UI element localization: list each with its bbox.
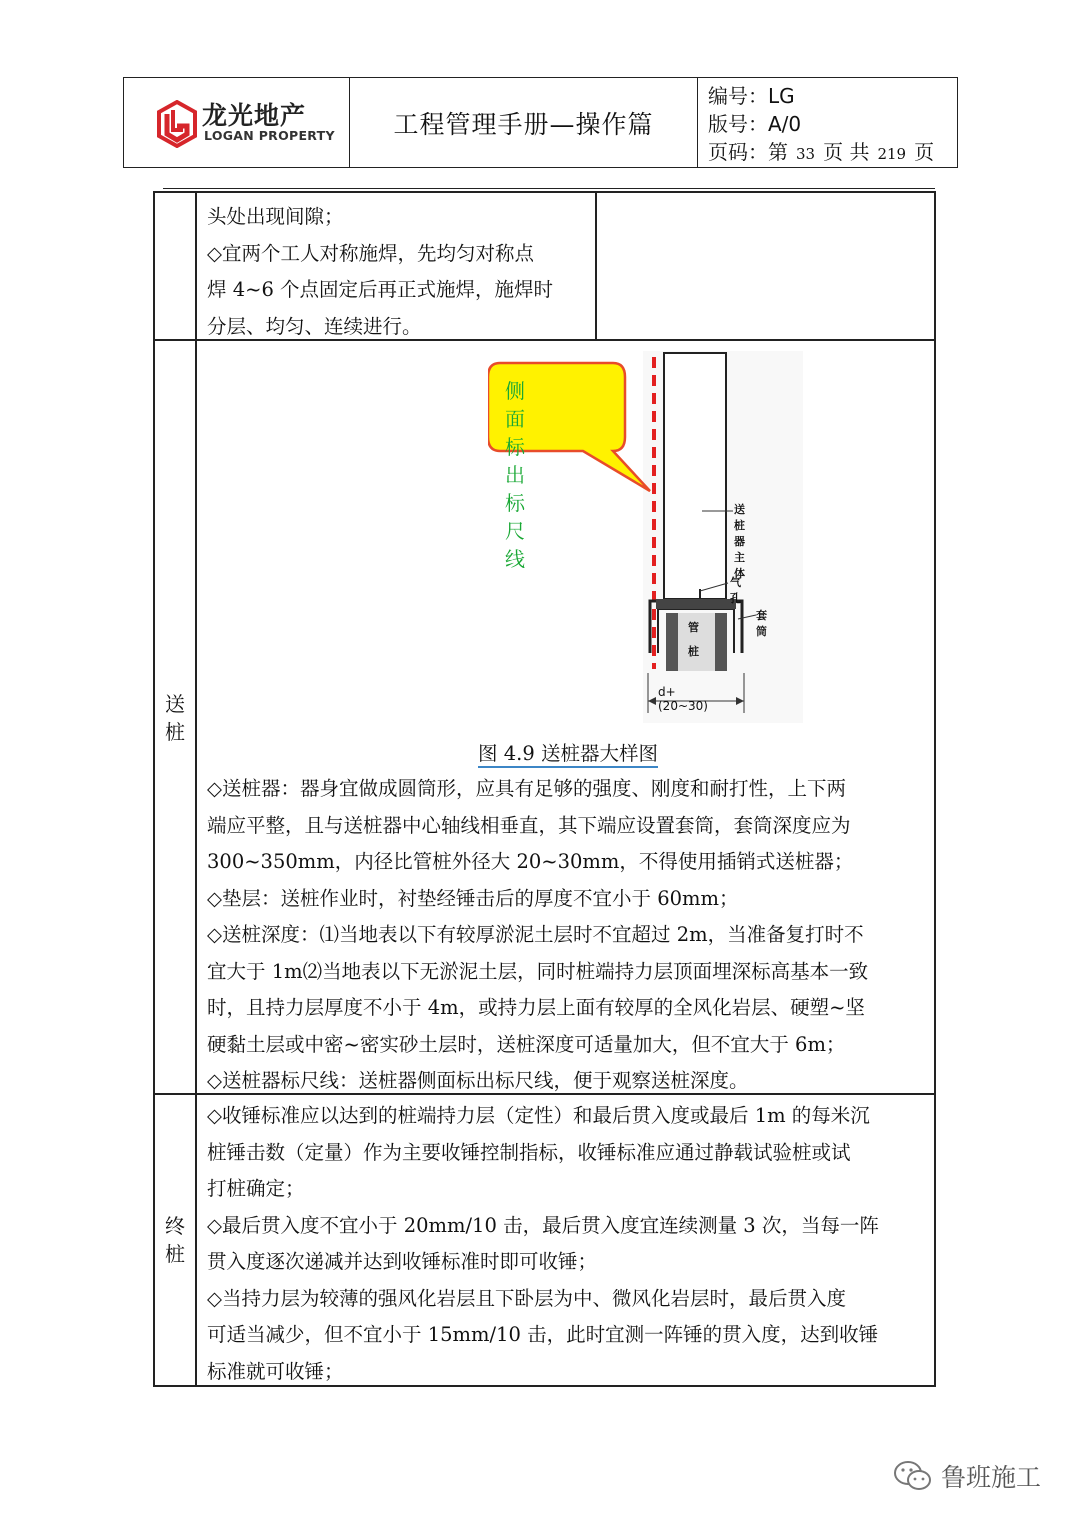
doc-code xyxy=(708,82,957,110)
text-line: 硬黏土层或中密~密实砂土层时，送桩深度可适量加大，但不宜大于 6m； xyxy=(207,1032,846,1056)
pile-wall-right xyxy=(715,613,727,671)
company-logo xyxy=(124,78,350,167)
label-pile: 桩 xyxy=(688,645,699,658)
label-sleeve: 套筒 xyxy=(756,609,767,638)
text-line: 分层、均匀、连续进行。 xyxy=(207,314,422,338)
row1-text xyxy=(207,199,589,345)
doc-code-label: 编号： xyxy=(708,84,768,108)
text-line: 打桩确定； xyxy=(207,1177,305,1200)
page-label: 页码： xyxy=(708,140,768,164)
document-title: 工程管理手册—操作篇 xyxy=(350,78,698,167)
figure-caption-text: 图 4.9 送桩器大样图 xyxy=(478,742,658,768)
follower-body xyxy=(664,353,726,599)
logo-english-name: LOGAN PROPERTY xyxy=(204,128,335,143)
text-line: ◇最后贯入度不宜小于 20mm/10 击，最后贯入度宜连续测量 3 次，当每一阵 xyxy=(207,1213,879,1237)
table-top-rule xyxy=(163,188,935,189)
page-mid: 页 共 xyxy=(823,140,870,164)
text-line: 端应平整，且与送桩器中心轴线相垂直，其下端应设置套筒，套筒深度应为 xyxy=(207,813,851,837)
figure-caption xyxy=(468,738,668,766)
label-air-hole: 气孔 xyxy=(730,576,741,605)
doc-version xyxy=(708,110,957,138)
text-line: ◇送桩器：器身宜做成圆筒形，应具有足够的强度、刚度和耐打性，上下两 xyxy=(207,777,846,800)
row3-text xyxy=(207,1098,927,1390)
row1-column-divider xyxy=(595,193,597,339)
text-line: ◇送桩器标尺线：送桩器侧面标出标尺线，便于观察送桩深度。 xyxy=(207,1069,749,1092)
doc-code-value: LG xyxy=(768,84,795,108)
content-table xyxy=(153,191,936,1387)
page-current: 33 xyxy=(796,145,816,163)
row2-text xyxy=(207,771,927,1100)
logan-logo-icon xyxy=(157,100,197,148)
text-line: ◇垫层：送桩作业时，衬垫经锤击后的厚度不宜小于 60mm； xyxy=(207,886,739,910)
row-label-zhongzhuang xyxy=(155,1212,195,1268)
diagram-drawing xyxy=(488,351,808,731)
row-label-char: 送 xyxy=(165,692,185,716)
text-line: 标准就可收锤； xyxy=(207,1359,344,1383)
wechat-watermark xyxy=(893,1458,1041,1494)
text-line: ◇收锤标准应以达到的桩端持力层（定性）和最后贯入度或最后 1m 的每米沉 xyxy=(207,1104,870,1127)
text-line: 贯入度逐次递减并达到收锤标准时即可收锤； xyxy=(207,1250,598,1273)
row-label-char: 终 xyxy=(165,1214,185,1238)
label-dimension: d+(20~30) xyxy=(658,685,708,713)
wechat-icon xyxy=(893,1459,933,1493)
row-label-char: 桩 xyxy=(165,720,185,744)
page-prefix: 第 xyxy=(768,140,788,164)
watermark-text: 鲁班施工 xyxy=(941,1463,1042,1492)
logo-chinese-name: 龙光地产 xyxy=(202,101,307,130)
pile-wall-left xyxy=(666,613,678,671)
page-total: 219 xyxy=(877,145,907,163)
text-line: 桩锤击数（定量）作为主要收锤控制指标，收锤标准应通过静载试验桩或试 xyxy=(207,1140,851,1164)
text-line: 宜大于 1m⑵当地表以下无淤泥土层，同时桩端持力层顶面埋深标高基本一致 xyxy=(207,959,869,983)
callout-text xyxy=(505,377,527,573)
text-line: ◇送桩深度：⑴当地表以下有较厚淤泥土层时不宜超过 2m，当准备复打时不 xyxy=(207,923,864,946)
callout-line: 侧面标出 xyxy=(505,379,527,487)
doc-version-label: 版号： xyxy=(708,112,768,136)
callout-line: 标尺线 xyxy=(505,491,527,571)
follower-base-plate xyxy=(656,599,736,609)
text-line: 头处出现间隙； xyxy=(207,205,344,228)
row-label-songzhuang xyxy=(155,690,195,746)
label-follower-body: 送桩器主体 xyxy=(734,503,745,580)
document-header xyxy=(123,77,958,168)
label-pile: 管 xyxy=(688,621,699,634)
doc-page xyxy=(708,138,957,168)
row-label-char: 桩 xyxy=(165,1242,185,1266)
text-line: ◇当持力层为较薄的强风化岩层且下卧层为中、微风化岩层时，最后贯入度 xyxy=(207,1286,846,1310)
column-divider xyxy=(195,193,197,1385)
text-line: 可适当减少，但不宜小于 15mm/10 击，此时宜测一阵锤的贯入度，达到收锤 xyxy=(207,1323,879,1346)
page-suffix: 页 xyxy=(914,140,935,164)
text-line: 300~350mm，内径比管桩外径大 20~30mm，不得使用插销式送桩器； xyxy=(207,850,854,873)
text-line: 焊 4~6 个点固定后再正式施焊，施焊时 xyxy=(207,278,554,301)
text-line: 时，且持力层厚度不小于 4m，或持力层上面有较厚的全风化岩层、硬塑~坚 xyxy=(207,996,865,1019)
text-line: ◇宜两个工人对称施焊，先均匀对称点 xyxy=(207,241,534,265)
document-meta xyxy=(698,78,957,167)
doc-version-value: A/0 xyxy=(768,112,802,136)
